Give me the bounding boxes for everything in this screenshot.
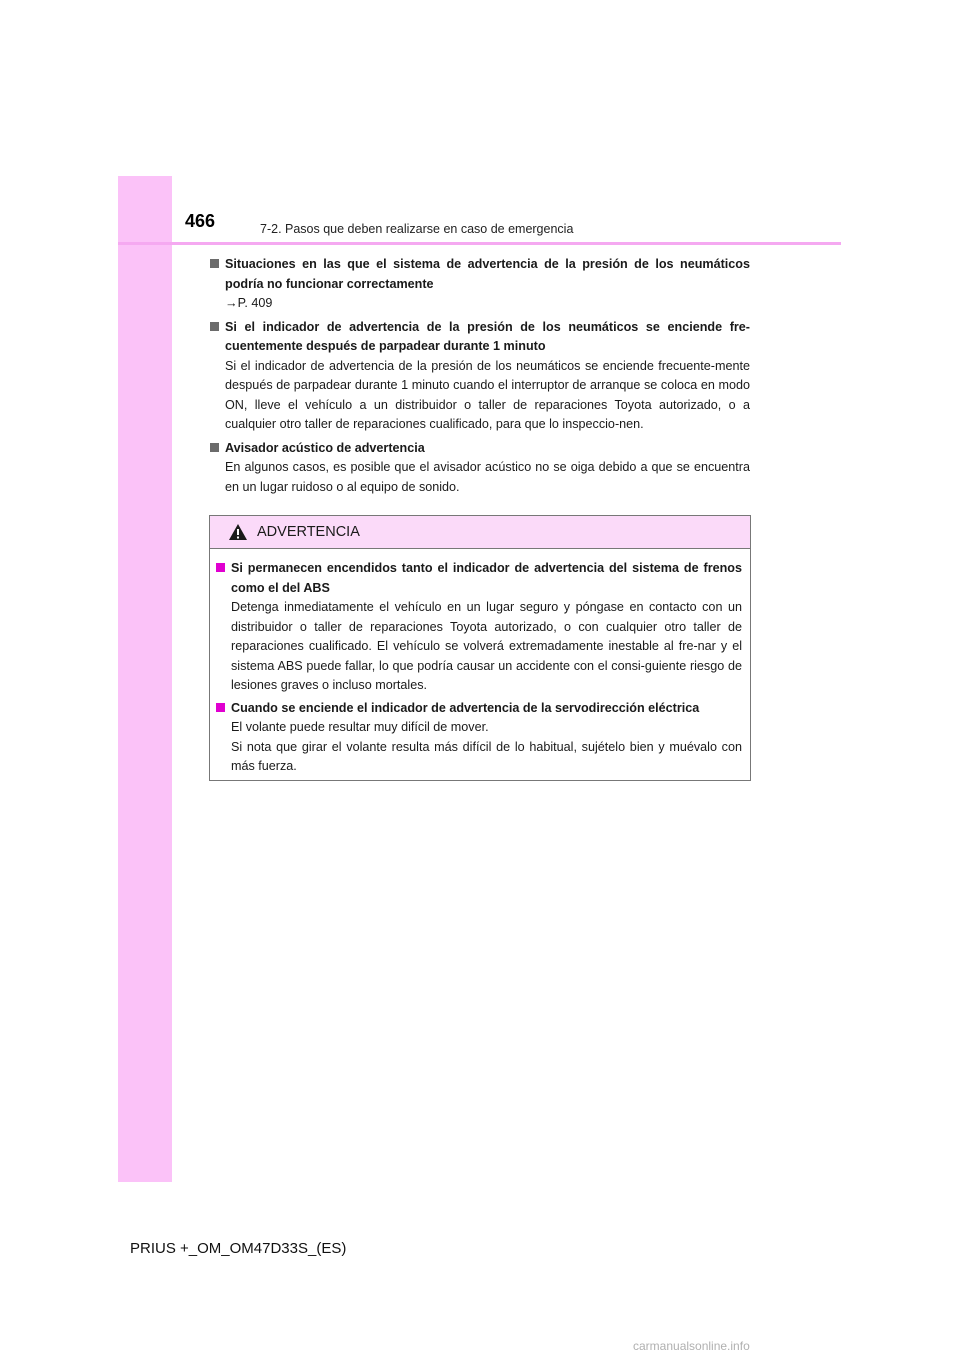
item-heading: Si el indicador de advertencia de la presión de los neumáticos se enciende fre-cuentemente después de parpadear durante 1 minuto [225, 319, 750, 353]
list-item [210, 439, 750, 498]
list-item [210, 255, 750, 314]
warning-item-body-line1: El volante puede resultar muy difícil de mover. [231, 720, 489, 734]
side-color-band [118, 176, 172, 1182]
square-bullet-icon [216, 703, 225, 712]
warning-item [216, 559, 742, 696]
warning-header [210, 516, 750, 549]
square-bullet-icon [216, 563, 225, 572]
warning-triangle-icon [228, 523, 248, 541]
main-content [210, 255, 750, 501]
square-bullet-icon [210, 322, 219, 331]
item-body: Si el indicador de advertencia de la presión de los neumáticos se enciende frecuente-mente después de parpadear durante 1 minuto cuando el interruptor de arranque se coloca en modo ON, lleve el vehículo a un distribuidor o taller de reparaciones Toyota autorizado, o a cualquier otro taller de reparaciones cualificado, para que lo inspeccio-nen. [225, 358, 750, 431]
header-divider [118, 242, 841, 245]
watermark: carmanualsonline.info [633, 1339, 750, 1353]
item-body: →P. 409 [225, 296, 273, 310]
warning-item-heading: Cuando se enciende el indicador de advertencia de la servodirección eléctrica [231, 700, 700, 715]
document-code: PRIUS +_OM_OM47D33S_(ES) [130, 1240, 347, 1257]
page-number: 466 [185, 211, 216, 231]
square-bullet-icon [210, 259, 219, 268]
square-bullet-icon [210, 443, 219, 452]
warning-content [210, 549, 750, 777]
warning-item-body-line2: Si nota que girar el volante resulta más difícil de lo habitual, sujételo bien y muévalo con más fuerza. [231, 739, 742, 773]
item-heading: Avisador acústico de advertencia [225, 440, 425, 455]
warning-title: ADVERTENCIA [257, 524, 360, 540]
list-item [210, 318, 750, 435]
section-title: 7-2. Pasos que deben realizarse en caso de emergencia [260, 222, 574, 236]
item-heading: Situaciones en las que el sistema de advertencia de la presión de los neumáticos podría no funcionar correctamente [225, 257, 750, 291]
warning-item-body: Detenga inmediatamente el vehículo en un lugar seguro y póngase en contacto con un distribuidor o taller de reparaciones Toyota autorizado, o con cualquier otro taller de reparaciones cualificado. El vehículo se volverá extremadamente inestable al fre-nar y el sistema ABS puede fallar, lo que podría causar un accidente con el consi-guiente riesgo de lesiones graves o incluso mortales. [231, 600, 742, 692]
warning-item-heading: Si permanecen encendidos tanto el indicador de advertencia del sistema de frenos como el del ABS [231, 561, 742, 595]
item-body: En algunos casos, es posible que el avisador acústico no se oiga debido a que se encuentra en un lugar ruidoso o al equipo de sonido. [225, 460, 750, 494]
warning-box [209, 515, 751, 781]
warning-item [216, 699, 742, 777]
